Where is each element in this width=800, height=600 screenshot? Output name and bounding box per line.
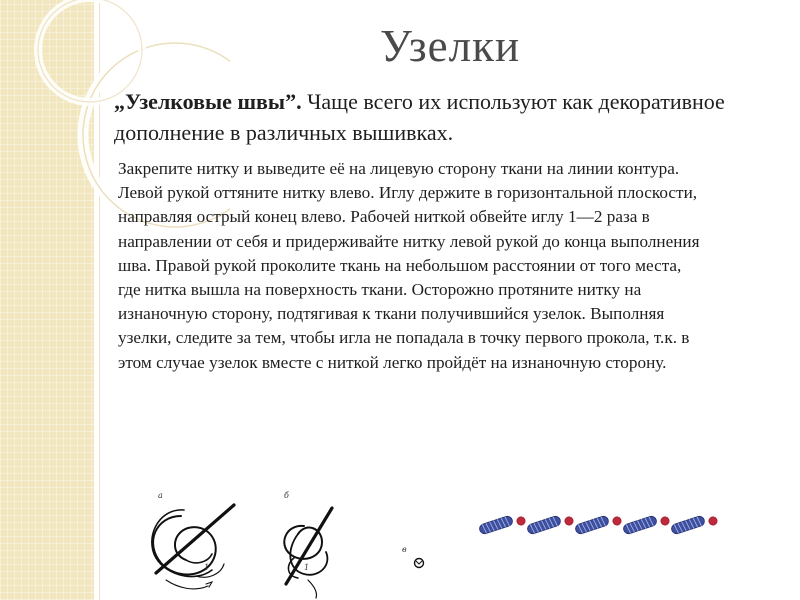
diagram-label-a: а bbox=[158, 491, 163, 500]
diagram-label-a-num: 1 bbox=[204, 563, 210, 572]
blue-bead-stitch bbox=[478, 515, 513, 535]
slide-subtitle bbox=[114, 86, 754, 148]
blue-bead-stitch bbox=[574, 515, 609, 535]
blue-bead-stitch bbox=[622, 515, 657, 535]
diagram-label-v: в bbox=[402, 545, 407, 554]
red-knot-dot bbox=[661, 517, 669, 525]
subtitle-bold-term: „Узелковые швы”. bbox=[114, 89, 302, 114]
diagram-label-b: б bbox=[284, 491, 289, 500]
diagram-step-b bbox=[284, 508, 332, 598]
red-knot-dot bbox=[517, 517, 525, 525]
subtitle-description: Чаще всего их используют как декоративное дополнение в различных вышивках. bbox=[114, 89, 725, 145]
bead-row-sample bbox=[474, 503, 740, 545]
red-knot-dot bbox=[565, 517, 573, 525]
instruction-text: Закрепите нитку и выведите её на лицевую сторону ткани на линии контура. Левой рукой оттяните нитку влево. Иглу держите в горизонтальной плоскости, направляя острый конец влево. Рабочей ниткой обвейте иглу 1—2 раза в направлении от себя и придерживайте нитку левой рукой до конца выполнения шва. Правой рукой проколите ткань на небольшом расстоянии от того места, где нитка вышла на поверхность ткани. Осторожно протяните нитку на изнаночную сторону, подтягивая к ткани получившийся узелок. Выполняя узелки, следите за тем, чтобы игла не попадала в точку первого прокола, т.к. в этом случае узелок вместе с ниткой легко пройдёт на изнаночную сторону. bbox=[118, 159, 700, 372]
diagram-step-a bbox=[152, 505, 234, 589]
red-knot-dot bbox=[613, 517, 621, 525]
red-knot-dot bbox=[709, 517, 717, 525]
knot-stitch-diagram bbox=[136, 488, 450, 600]
diagram-label-b-num: 1 bbox=[304, 563, 310, 572]
blue-bead-stitch bbox=[526, 515, 561, 535]
diagram-step-v bbox=[415, 559, 424, 568]
slide-title: Узелки bbox=[379, 21, 521, 71]
blue-bead-stitch bbox=[670, 515, 705, 535]
